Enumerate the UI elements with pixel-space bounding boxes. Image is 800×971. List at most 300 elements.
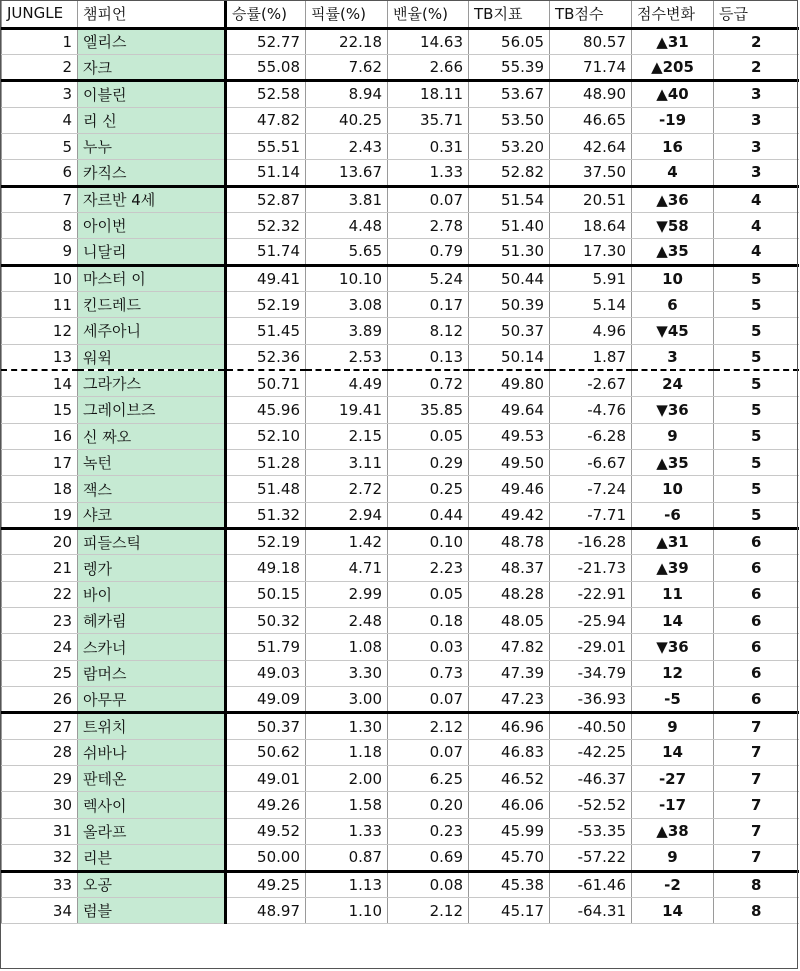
champion-name: 자르반 4세 <box>78 186 226 212</box>
ban-rate-cell: 0.05 <box>388 423 469 449</box>
grade-cell: 5 <box>714 450 799 476</box>
pick-rate-cell: 5.65 <box>306 239 388 265</box>
tb-score-cell: 71.74 <box>550 54 632 80</box>
score-change-cell: 14 <box>632 897 714 923</box>
score-change-cell: 12 <box>632 660 714 686</box>
win-rate-cell: 52.19 <box>226 291 306 317</box>
table-row <box>2 318 799 344</box>
grade-cell: 6 <box>714 555 799 581</box>
ban-rate-cell: 2.66 <box>388 54 469 80</box>
tb-index-cell: 56.05 <box>469 28 550 54</box>
tb-index-cell: 55.39 <box>469 54 550 80</box>
tb-index-cell: 49.53 <box>469 423 550 449</box>
table-row <box>2 687 799 713</box>
table-row <box>2 845 799 871</box>
pick-rate-cell: 2.94 <box>306 502 388 528</box>
champion-name: 세주아니 <box>78 318 226 344</box>
rank-cell: 34 <box>2 897 78 923</box>
grade-cell: 8 <box>714 871 799 897</box>
ban-rate-cell: 0.73 <box>388 660 469 686</box>
grade-cell: 5 <box>714 344 799 370</box>
table-row <box>2 608 799 634</box>
pick-rate-cell: 4.71 <box>306 555 388 581</box>
table-row <box>2 792 799 818</box>
tb-score-cell: -6.28 <box>550 423 632 449</box>
win-rate-cell: 50.62 <box>226 739 306 765</box>
pick-rate-cell: 3.30 <box>306 660 388 686</box>
table-row <box>2 871 799 897</box>
ban-rate-cell: 0.05 <box>388 581 469 607</box>
tb-index-cell: 45.70 <box>469 845 550 871</box>
tb-index-cell: 49.42 <box>469 502 550 528</box>
tb-score-cell: -52.52 <box>550 792 632 818</box>
table-row <box>2 212 799 238</box>
tb-score-cell: 17.30 <box>550 239 632 265</box>
score-change-cell: 9 <box>632 845 714 871</box>
pick-rate-cell: 2.00 <box>306 766 388 792</box>
score-change-cell: ▲35 <box>632 450 714 476</box>
tb-index-cell: 47.39 <box>469 660 550 686</box>
grade-cell: 5 <box>714 397 799 423</box>
pick-rate-cell: 1.30 <box>306 713 388 739</box>
win-rate-cell: 51.45 <box>226 318 306 344</box>
champion-name: 카직스 <box>78 160 226 186</box>
grade-cell: 3 <box>714 133 799 159</box>
table-row <box>2 107 799 133</box>
grade-cell: 5 <box>714 502 799 528</box>
champion-name: 누누 <box>78 133 226 159</box>
grade-cell: 7 <box>714 766 799 792</box>
win-rate-cell: 51.14 <box>226 160 306 186</box>
pick-rate-cell: 7.62 <box>306 54 388 80</box>
table-row <box>2 529 799 555</box>
tb-index-cell: 48.05 <box>469 608 550 634</box>
tb-score-cell: -25.94 <box>550 608 632 634</box>
win-rate-cell: 51.32 <box>226 502 306 528</box>
win-rate-cell: 52.87 <box>226 186 306 212</box>
champion-name: 렝가 <box>78 555 226 581</box>
rank-cell: 28 <box>2 739 78 765</box>
header-win-rate: 승률(%) <box>226 0 306 28</box>
win-rate-cell: 49.09 <box>226 687 306 713</box>
win-rate-cell: 52.10 <box>226 423 306 449</box>
rank-cell: 30 <box>2 792 78 818</box>
rank-cell: 20 <box>2 529 78 555</box>
table-row <box>2 265 799 291</box>
score-change-cell: ▲205 <box>632 54 714 80</box>
tb-index-cell: 50.39 <box>469 291 550 317</box>
win-rate-cell: 52.58 <box>226 81 306 107</box>
table-row <box>2 81 799 107</box>
score-change-cell: ▲39 <box>632 555 714 581</box>
win-rate-cell: 48.97 <box>226 897 306 923</box>
grade-cell: 3 <box>714 107 799 133</box>
ban-rate-cell: 5.24 <box>388 265 469 291</box>
tb-score-cell: -46.37 <box>550 766 632 792</box>
champion-name: 잭스 <box>78 476 226 502</box>
pick-rate-cell: 2.43 <box>306 133 388 159</box>
score-change-cell: 3 <box>632 344 714 370</box>
ban-rate-cell: 2.78 <box>388 212 469 238</box>
tb-index-cell: 46.96 <box>469 713 550 739</box>
grade-cell: 6 <box>714 608 799 634</box>
tb-score-cell: 48.90 <box>550 81 632 107</box>
champion-name: 럼블 <box>78 897 226 923</box>
rank-cell: 15 <box>2 397 78 423</box>
champion-name: 쉬바나 <box>78 739 226 765</box>
pick-rate-cell: 2.99 <box>306 581 388 607</box>
champion-name: 엘리스 <box>78 28 226 54</box>
tb-score-cell: 80.57 <box>550 28 632 54</box>
rank-cell: 33 <box>2 871 78 897</box>
score-change-cell: 6 <box>632 291 714 317</box>
tb-index-cell: 49.64 <box>469 397 550 423</box>
header-tb-score: TB점수 <box>550 0 632 28</box>
score-change-cell: ▲40 <box>632 81 714 107</box>
tb-score-cell: 46.65 <box>550 107 632 133</box>
pick-rate-cell: 2.53 <box>306 344 388 370</box>
table-row <box>2 133 799 159</box>
tb-index-cell: 48.78 <box>469 529 550 555</box>
tb-score-cell: -40.50 <box>550 713 632 739</box>
champion-name: 피들스틱 <box>78 529 226 555</box>
grade-cell: 6 <box>714 529 799 555</box>
table-row <box>2 370 799 396</box>
score-change-cell: ▼36 <box>632 634 714 660</box>
tb-score-cell: -7.24 <box>550 476 632 502</box>
tb-score-cell: 5.14 <box>550 291 632 317</box>
champion-name: 샤코 <box>78 502 226 528</box>
header-pick-rate: 픽률(%) <box>306 0 388 28</box>
tb-score-cell: -29.01 <box>550 634 632 660</box>
score-change-cell: 10 <box>632 476 714 502</box>
header-row <box>2 0 799 28</box>
score-change-cell: 16 <box>632 133 714 159</box>
champion-name: 바이 <box>78 581 226 607</box>
grade-cell: 7 <box>714 713 799 739</box>
tb-index-cell: 48.28 <box>469 581 550 607</box>
win-rate-cell: 52.19 <box>226 529 306 555</box>
ban-rate-cell: 0.07 <box>388 739 469 765</box>
pick-rate-cell: 1.33 <box>306 818 388 844</box>
win-rate-cell: 51.28 <box>226 450 306 476</box>
tb-index-cell: 51.40 <box>469 212 550 238</box>
grade-cell: 2 <box>714 28 799 54</box>
tb-score-cell: 4.96 <box>550 318 632 344</box>
tb-index-cell: 46.06 <box>469 792 550 818</box>
table-row <box>2 555 799 581</box>
rank-cell: 1 <box>2 28 78 54</box>
champion-name: 리븐 <box>78 845 226 871</box>
pick-rate-cell: 3.11 <box>306 450 388 476</box>
tb-score-cell: -21.73 <box>550 555 632 581</box>
tb-index-cell: 51.54 <box>469 186 550 212</box>
rank-cell: 8 <box>2 212 78 238</box>
header-jungle: JUNGLE <box>2 0 78 28</box>
pick-rate-cell: 19.41 <box>306 397 388 423</box>
pick-rate-cell: 1.58 <box>306 792 388 818</box>
tb-index-cell: 48.37 <box>469 555 550 581</box>
grade-cell: 7 <box>714 845 799 871</box>
score-change-cell: ▼58 <box>632 212 714 238</box>
champion-name: 판테온 <box>78 766 226 792</box>
champion-name: 신 짜오 <box>78 423 226 449</box>
tb-index-cell: 53.67 <box>469 81 550 107</box>
rank-cell: 5 <box>2 133 78 159</box>
pick-rate-cell: 22.18 <box>306 28 388 54</box>
tb-index-cell: 53.50 <box>469 107 550 133</box>
pick-rate-cell: 2.15 <box>306 423 388 449</box>
rank-cell: 19 <box>2 502 78 528</box>
grade-cell: 3 <box>714 81 799 107</box>
win-rate-cell: 49.26 <box>226 792 306 818</box>
pick-rate-cell: 3.08 <box>306 291 388 317</box>
rank-cell: 21 <box>2 555 78 581</box>
score-change-cell: ▼45 <box>632 318 714 344</box>
ban-rate-cell: 0.13 <box>388 344 469 370</box>
champion-name: 녹턴 <box>78 450 226 476</box>
score-change-cell: -2 <box>632 871 714 897</box>
tb-index-cell: 46.83 <box>469 739 550 765</box>
champion-name: 그라가스 <box>78 370 226 396</box>
tb-score-cell: -16.28 <box>550 529 632 555</box>
tb-score-cell: -61.46 <box>550 871 632 897</box>
champion-name: 아이번 <box>78 212 226 238</box>
tb-index-cell: 50.14 <box>469 344 550 370</box>
tb-index-cell: 52.82 <box>469 160 550 186</box>
champion-name: 니달리 <box>78 239 226 265</box>
tb-index-cell: 53.20 <box>469 133 550 159</box>
win-rate-cell: 50.00 <box>226 845 306 871</box>
grade-cell: 7 <box>714 792 799 818</box>
ban-rate-cell: 0.72 <box>388 370 469 396</box>
score-change-cell: -17 <box>632 792 714 818</box>
ban-rate-cell: 0.29 <box>388 450 469 476</box>
rank-cell: 16 <box>2 423 78 449</box>
ban-rate-cell: 0.31 <box>388 133 469 159</box>
ban-rate-cell: 2.12 <box>388 713 469 739</box>
champion-name: 헤카림 <box>78 608 226 634</box>
rank-cell: 10 <box>2 265 78 291</box>
tb-score-cell: -57.22 <box>550 845 632 871</box>
rank-cell: 6 <box>2 160 78 186</box>
champion-name: 스카너 <box>78 634 226 660</box>
rank-cell: 13 <box>2 344 78 370</box>
ban-rate-cell: 1.33 <box>388 160 469 186</box>
grade-cell: 5 <box>714 370 799 396</box>
ban-rate-cell: 6.25 <box>388 766 469 792</box>
grade-cell: 6 <box>714 581 799 607</box>
header-tb-index: TB지표 <box>469 0 550 28</box>
pick-rate-cell: 1.10 <box>306 897 388 923</box>
tb-score-cell: -22.91 <box>550 581 632 607</box>
grade-cell: 4 <box>714 239 799 265</box>
champion-name: 킨드레드 <box>78 291 226 317</box>
champion-name: 리 신 <box>78 107 226 133</box>
champion-name: 렉사이 <box>78 792 226 818</box>
table-row <box>2 766 799 792</box>
rank-cell: 29 <box>2 766 78 792</box>
rank-cell: 11 <box>2 291 78 317</box>
ban-rate-cell: 0.79 <box>388 239 469 265</box>
ban-rate-cell: 0.18 <box>388 608 469 634</box>
pick-rate-cell: 3.00 <box>306 687 388 713</box>
table-row <box>2 54 799 80</box>
table-row <box>2 450 799 476</box>
table-row <box>2 186 799 212</box>
tb-index-cell: 45.99 <box>469 818 550 844</box>
header-grade: 등급 <box>714 0 799 28</box>
tb-index-cell: 49.46 <box>469 476 550 502</box>
win-rate-cell: 50.37 <box>226 713 306 739</box>
win-rate-cell: 55.51 <box>226 133 306 159</box>
score-change-cell: 9 <box>632 713 714 739</box>
win-rate-cell: 49.41 <box>226 265 306 291</box>
grade-cell: 5 <box>714 476 799 502</box>
ban-rate-cell: 0.25 <box>388 476 469 502</box>
win-rate-cell: 45.96 <box>226 397 306 423</box>
pick-rate-cell: 40.25 <box>306 107 388 133</box>
ban-rate-cell: 8.12 <box>388 318 469 344</box>
grade-cell: 5 <box>714 291 799 317</box>
win-rate-cell: 51.74 <box>226 239 306 265</box>
tb-score-cell: 42.64 <box>550 133 632 159</box>
tb-index-cell: 47.82 <box>469 634 550 660</box>
champion-name: 트위치 <box>78 713 226 739</box>
ban-rate-cell: 0.10 <box>388 529 469 555</box>
grade-cell: 8 <box>714 897 799 923</box>
ban-rate-cell: 35.85 <box>388 397 469 423</box>
rank-cell: 7 <box>2 186 78 212</box>
win-rate-cell: 50.15 <box>226 581 306 607</box>
tb-index-cell: 45.17 <box>469 897 550 923</box>
rank-cell: 23 <box>2 608 78 634</box>
win-rate-cell: 49.01 <box>226 766 306 792</box>
champion-name: 이블린 <box>78 81 226 107</box>
tb-index-cell: 50.37 <box>469 318 550 344</box>
rank-cell: 14 <box>2 370 78 396</box>
win-rate-cell: 49.03 <box>226 660 306 686</box>
pick-rate-cell: 1.18 <box>306 739 388 765</box>
champion-name: 오공 <box>78 871 226 897</box>
jungle-tier-table <box>1 0 799 924</box>
ban-rate-cell: 0.69 <box>388 845 469 871</box>
tb-index-cell: 50.44 <box>469 265 550 291</box>
tb-score-cell: -64.31 <box>550 897 632 923</box>
pick-rate-cell: 1.08 <box>306 634 388 660</box>
score-change-cell: 24 <box>632 370 714 396</box>
win-rate-cell: 51.48 <box>226 476 306 502</box>
grade-cell: 7 <box>714 739 799 765</box>
score-change-cell: 11 <box>632 581 714 607</box>
tb-index-cell: 51.30 <box>469 239 550 265</box>
tb-index-cell: 49.50 <box>469 450 550 476</box>
grade-cell: 2 <box>714 54 799 80</box>
ban-rate-cell: 18.11 <box>388 81 469 107</box>
ban-rate-cell: 14.63 <box>388 28 469 54</box>
rank-cell: 31 <box>2 818 78 844</box>
tb-score-cell: -42.25 <box>550 739 632 765</box>
rank-cell: 17 <box>2 450 78 476</box>
tb-index-cell: 49.80 <box>469 370 550 396</box>
win-rate-cell: 52.36 <box>226 344 306 370</box>
ban-rate-cell: 0.17 <box>388 291 469 317</box>
tb-score-cell: -2.67 <box>550 370 632 396</box>
table-row <box>2 502 799 528</box>
win-rate-cell: 50.71 <box>226 370 306 396</box>
table-row <box>2 634 799 660</box>
tb-score-cell: -6.67 <box>550 450 632 476</box>
grade-cell: 5 <box>714 423 799 449</box>
ban-rate-cell: 0.03 <box>388 634 469 660</box>
score-change-cell: ▼36 <box>632 397 714 423</box>
table-row <box>2 897 799 923</box>
table-row <box>2 660 799 686</box>
pick-rate-cell: 0.87 <box>306 845 388 871</box>
win-rate-cell: 55.08 <box>226 54 306 80</box>
table-row <box>2 818 799 844</box>
table-row <box>2 291 799 317</box>
rank-cell: 4 <box>2 107 78 133</box>
win-rate-cell: 47.82 <box>226 107 306 133</box>
rank-cell: 12 <box>2 318 78 344</box>
grade-cell: 4 <box>714 212 799 238</box>
champion-name: 워윅 <box>78 344 226 370</box>
grade-cell: 3 <box>714 160 799 186</box>
score-change-cell: ▲36 <box>632 186 714 212</box>
tb-score-cell: 5.91 <box>550 265 632 291</box>
score-change-cell: 10 <box>632 265 714 291</box>
grade-cell: 6 <box>714 634 799 660</box>
table-row <box>2 28 799 54</box>
ban-rate-cell: 2.12 <box>388 897 469 923</box>
pick-rate-cell: 4.49 <box>306 370 388 396</box>
ban-rate-cell: 0.44 <box>388 502 469 528</box>
rank-cell: 27 <box>2 713 78 739</box>
champion-name: 아무무 <box>78 687 226 713</box>
grade-cell: 7 <box>714 818 799 844</box>
pick-rate-cell: 2.72 <box>306 476 388 502</box>
pick-rate-cell: 3.81 <box>306 186 388 212</box>
table-row <box>2 713 799 739</box>
tb-score-cell: -36.93 <box>550 687 632 713</box>
rank-cell: 26 <box>2 687 78 713</box>
rank-cell: 32 <box>2 845 78 871</box>
rank-cell: 18 <box>2 476 78 502</box>
champion-name: 람머스 <box>78 660 226 686</box>
table-row <box>2 476 799 502</box>
rank-cell: 3 <box>2 81 78 107</box>
tb-score-cell: -53.35 <box>550 818 632 844</box>
champion-name: 자크 <box>78 54 226 80</box>
champion-name: 그레이브즈 <box>78 397 226 423</box>
ban-rate-cell: 0.20 <box>388 792 469 818</box>
grade-cell: 6 <box>714 660 799 686</box>
tb-score-cell: -7.71 <box>550 502 632 528</box>
ban-rate-cell: 2.23 <box>388 555 469 581</box>
pick-rate-cell: 4.48 <box>306 212 388 238</box>
grade-cell: 4 <box>714 186 799 212</box>
score-change-cell: 9 <box>632 423 714 449</box>
grade-cell: 5 <box>714 318 799 344</box>
pick-rate-cell: 8.94 <box>306 81 388 107</box>
rank-cell: 2 <box>2 54 78 80</box>
ban-rate-cell: 0.23 <box>388 818 469 844</box>
ban-rate-cell: 35.71 <box>388 107 469 133</box>
score-change-cell: -19 <box>632 107 714 133</box>
win-rate-cell: 52.77 <box>226 28 306 54</box>
table-row <box>2 160 799 186</box>
